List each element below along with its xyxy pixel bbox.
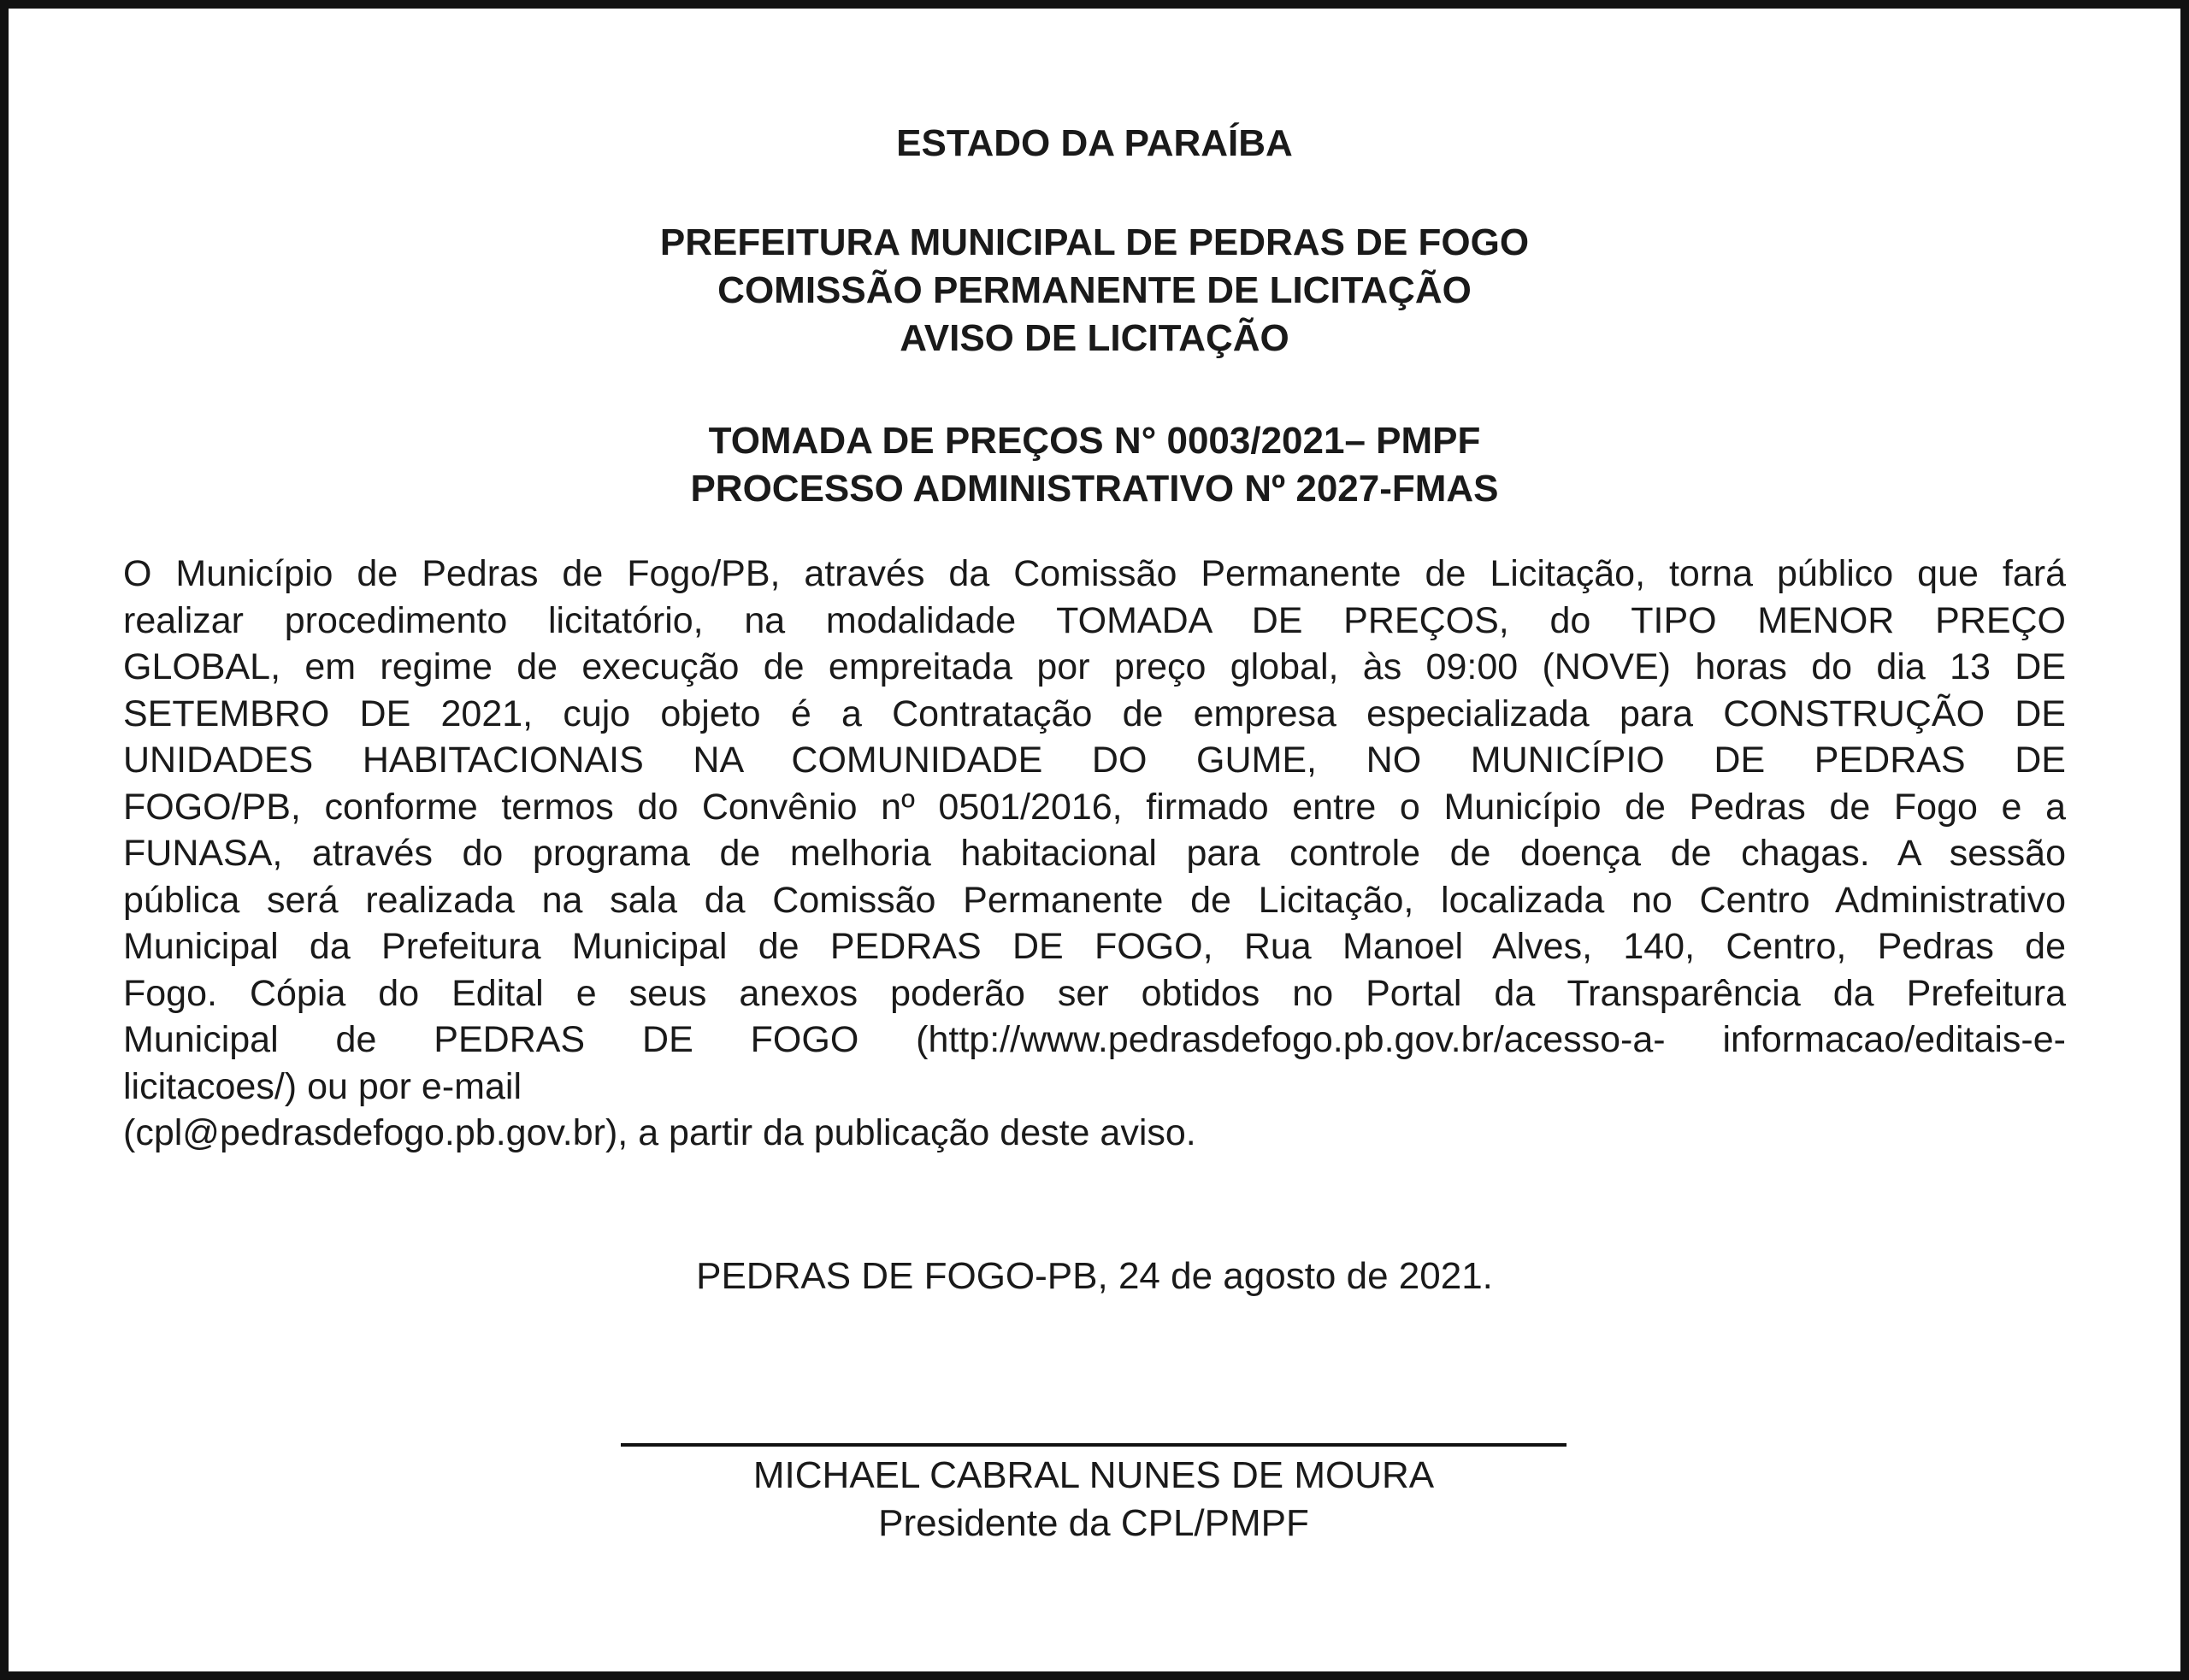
body-line: O Município de Pedras de Fogo/PB, através da Comissão Permanente de Licitação, torna público que fará (123, 553, 2066, 594)
body-line: GLOBAL, em regime de execução de empreitada por preço global, às 09:00 (NOVE) horas do dia 13 DE (123, 646, 2066, 687)
signature-line (621, 1443, 1567, 1447)
body-line: SETEMBRO DE 2021, cujo objeto é a Contratação de empresa especializada para CONSTRUÇÃO DE (123, 693, 2066, 734)
signer-role: Presidente da CPL/PMPF (878, 1502, 1309, 1544)
state-heading: ESTADO DA PARAÍBA (896, 122, 1293, 164)
process-number-heading: PROCESSO ADMINISTRATIVO Nº 2027-FMAS (690, 468, 1499, 510)
body-line: Municipal de PEDRAS DE FOGO (http://www.pedrasdefogo.pb.gov.br/acesso-a- informacao/editais-e- (123, 1019, 2066, 1060)
body-line: FOGO/PB, conforme termos do Convênio nº 0501/2016, firmado entre o Município de Pedras de Fogo e a (123, 786, 2066, 828)
notice-body (123, 551, 2066, 1157)
body-line: UNIDADES HABITACIONAIS NA COMUNIDADE DO GUME, NO MUNICÍPIO DE PEDRAS DE (123, 740, 2066, 781)
header-block (123, 120, 2066, 513)
body-line: licitacoes/) ou por e-mail (123, 1065, 522, 1107)
bid-number-heading: TOMADA DE PREÇOS N° 0003/2021– PMPF (708, 420, 1481, 462)
signature-block (621, 1443, 1567, 1547)
body-line: Fogo. Cópia do Edital e seus anexos poderão ser obtidos no Portal da Transparência da Prefeitura (123, 972, 2066, 1014)
prefecture-heading: PREFEITURA MUNICIPAL DE PEDRAS DE FOGO (659, 221, 1530, 263)
signer-name: MICHAEL CABRAL NUNES DE MOURA (752, 1454, 1435, 1496)
body-line: (cpl@pedrasdefogo.pb.gov.br), a partir da publicação deste aviso. (123, 1112, 1196, 1153)
notice-heading: AVISO DE LICITAÇÃO (900, 317, 1289, 359)
commission-heading: COMISSÃO PERMANENTE DE LICITAÇÃO (717, 269, 1472, 311)
body-line: Municipal da Prefeitura Municipal de PEDRAS DE FOGO, Rua Manoel Alves, 140, Centro, Pedras de (123, 926, 2066, 967)
body-line: pública será realizada na sala da Comissão Permanente de Licitação, localizada no Centro Administrativo (123, 879, 2066, 921)
body-line: FUNASA, através do programa de melhoria habitacional para controle de doença de chagas. A sessão (123, 833, 2066, 874)
date-line: PEDRAS DE FOGO-PB, 24 de agosto de 2021. (696, 1254, 1493, 1297)
body-line: realizar procedimento licitatório, na modalidade TOMADA DE PREÇOS, do TIPO MENOR PREÇO (123, 599, 2066, 641)
notice-content (123, 120, 2066, 1300)
